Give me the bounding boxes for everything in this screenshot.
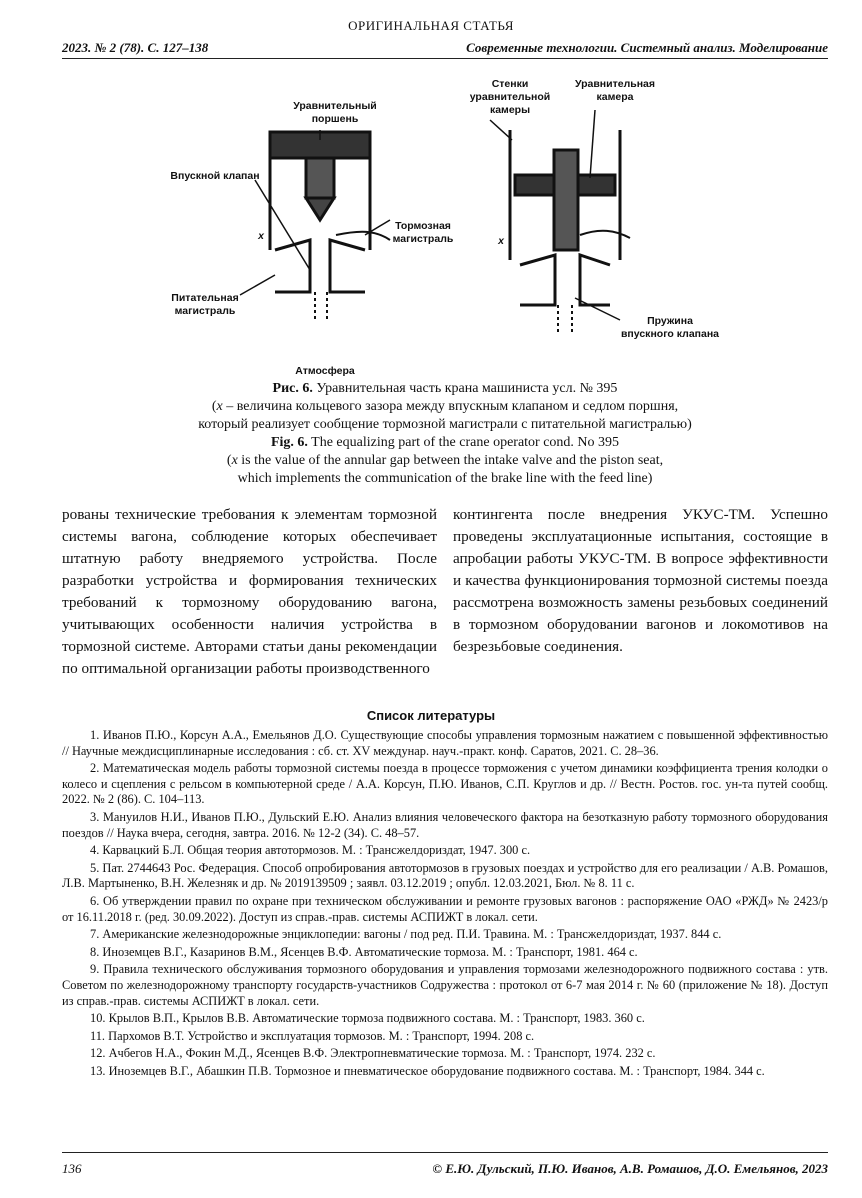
air-flow-arrow-left <box>336 232 390 240</box>
air-flow-arrow-right <box>580 231 630 238</box>
reference-item: 5. Пат. 2744643 Рос. Федерация. Способ опробирования автотормозов в грузовых поездах и устройство для его реализации / А.В. Ромашов, Л.В. Мартыненко, В.Н. Железняк и др. № 2019139509 ; заявл. 03.12.2019 ; опубл. 12.03.2021, Бюл. № 8. 11 с. <box>62 860 828 891</box>
reference-item: 12. Ачбегов Н.А., Фокин М.Д., Ясенцев В.Ф. Электропневматические тормоза. М. : Транспорт, 1974. 232 с. <box>90 1046 656 1061</box>
journal-title: Современные технологии. Системный анализ. Моделирование <box>466 40 828 55</box>
piston-rod-right <box>554 150 578 250</box>
seat-right-b <box>580 255 610 305</box>
copyright: © Е.Ю. Дульский, П.Ю. Иванов, А.В. Ромашов, Д.О. Емельянов, 2023 <box>432 1161 828 1176</box>
references-title: Список литературы <box>366 708 496 723</box>
label-x-left: x <box>258 230 264 242</box>
label-intake-valve: Впускной клапан <box>170 170 260 182</box>
label-piston: Уравнительный поршень <box>293 100 377 125</box>
reference-item: 7. Американские железнодорожные энциклопедии: вагоны / под ред. П.И. Травина. М. : Трансжелдориздат, 1937. 844 с. <box>90 927 722 942</box>
journal-issue: 2023. № 2 (78). С. 127–138 <box>62 40 209 55</box>
label-atmosphere: Атмосфера <box>295 365 355 377</box>
references-list <box>62 728 828 1081</box>
caption-ru-title: Уравнительная часть крана машиниста усл. № 395 <box>316 381 618 396</box>
valve-cone-left <box>306 198 334 220</box>
reference-item: 6. Об утверждении правил по охране при техническом обслуживании и ремонте грузовых вагонов : распоряжение ОАО «РЖД» № 2423/р от 16.11.2018 г. (ред. 30.09.2022). Доступ из справ.-прав. системы АСПИЖТ в локал. сети. <box>62 893 828 924</box>
seat-right-a <box>330 240 365 292</box>
piston-rod-left <box>306 158 334 198</box>
figure-equalizing-part <box>160 70 720 380</box>
label-chamber: Уравнительная камера <box>574 78 656 103</box>
label-feed-line: Питательная магистраль <box>171 292 239 317</box>
caption-en-title: The equalizing part of the crane operator cond. No 395 <box>311 435 620 450</box>
reference-item: 1. Иванов П.Ю., Корсун А.А., Емельянов Д.О. Существующие способы управления тормозным нажатием с повышенной эффективностью // Научные междисциплинарные исследования : сб. ст. XV междунар. науч.-практ. конф. Саратов, 2021. С. 28–36. <box>62 728 828 758</box>
reference-item: 2. Математическая модель работы тормозной системы поезда в процессе торможения с учетом динамики коэффициента трения колодки о колесо и сцепления с рельсом в компьютерной среде / А.А. Корсун, П.Ю. Иванов, С.П. Круглов и др. // Вестн. Ростов. гос. ун-та путей сообщ. 2022. № 2 (86). С. 104–113. <box>62 761 828 807</box>
running-header <box>62 40 828 59</box>
label-spring: Пружина впускного клапана <box>620 315 720 340</box>
reference-item: 11. Пархомов В.Т. Устройство и эксплуатация тормозов. М. : Транспорт, 1994. 208 с. <box>90 1028 535 1043</box>
caption-en-note-2: which implements the communication of the brake line with the feed line) <box>237 471 653 486</box>
label-x-right: x <box>498 235 504 247</box>
page-number: 136 <box>62 1161 82 1176</box>
seat-left-a <box>275 240 310 292</box>
reference-item: 10. Крылов В.П., Крылов В.В. Автоматические тормоза подвижного состава. М. : Транспорт, 1983. 360 с. <box>90 1011 645 1026</box>
caption-ru-label: Рис. 6. <box>272 381 313 396</box>
page-footer <box>62 1152 828 1181</box>
section-label: ОРИГИНАЛЬНАЯ СТАТЬЯ <box>348 18 514 33</box>
reference-item: 8. Иноземцев В.Г., Казаринов В.М., Ясенцев В.Ф. Автоматические тормоза. М. : Транспорт, 1981. 464 с. <box>90 944 638 959</box>
caption-en-x: x <box>231 453 238 468</box>
reference-item: 4. Карвацкий Б.Л. Общая теория автотормозов. М. : Трансжелдориздат, 1947. 300 с. <box>90 843 531 858</box>
caption-en-label: Fig. 6. <box>270 435 308 450</box>
label-brake-line: Тормозная магистраль <box>392 220 454 245</box>
reference-item: 9. Правила технического обслуживания тормозного оборудования и управления тормозами железнодорожного подвижного состава : утв. Советом по железнодорожному транспорту государств-участников Содружества : протокол от 6-7 мая 2014 г. № 60 (приложение № 18). Доступ из справ.-прав. системы АСПИЖТ в локал. сети. <box>62 962 828 1008</box>
caption-ru-note-2: который реализует сообщение тормозной магистрали с питательной магистралью) <box>198 417 692 432</box>
label-chamber-walls: Стенки уравнительной камеры <box>469 78 551 116</box>
caption-ru-x: x <box>216 399 223 414</box>
body-column-left: рованы технические требования к элементам тормозной системы вагона, соблюдение которых обеспечивает штатную работу внедряемого устройства. После разработки устройства и формирования технических требований к тормозному оборудованию вагона, учитывающих особенности наличия устройства в тормозной системе. Авторами статьи даны рекомендации по оптимальной организации работы производственного <box>62 506 437 677</box>
seat-left-b <box>520 255 555 305</box>
caption-en-note-1: is the value of the annular gap between the intake valve and the piston seat, <box>237 453 664 468</box>
figure-caption: Рис. 6. Уравнительная часть крана машиниста усл. № 395 (x – величина кольцевого зазора между впускным клапаном и седлом поршня, который реализует сообщение тормозной магистрали с питательной магистралью) Fig. 6. The equalizing part of the crane operator cond. No 395 (x is the value of the annular gap between the intake valve and the piston seat, which implements the communication of the brake line with the feed line) <box>198 381 692 486</box>
reference-item: 13. Иноземцев В.Г., Абашкин П.В. Тормозное и пневматическое оборудование подвижного состава. М. : Транспорт, 1984. 344 с. <box>90 1063 765 1078</box>
reference-item: 3. Мануилов Н.И., Иванов П.Ю., Дульский Е.Ю. Анализ влияния человеческого фактора на безотказную работу тормозного оборудования поездов // Наука вчера, сегодня, завтра. 2016. № 12-2 (34). С. 48–57. <box>62 809 828 840</box>
caption-ru-note-1: – величина кольцевого зазора между впускным клапаном и седлом поршня, <box>222 399 679 414</box>
body-column-right: контингента после внедрения УКУС-ТМ. Успешно проведены эксплуатационные испытания, состоящие в апробации работы УКУС-ТМ. В вопросе эффективности и качества функционирования тормозной системы поезда рассмотрена возможность замены резьбовых соединений в тормозном оборудовании вагонов и локомотивов на безрезьбовые соединения. <box>453 506 828 655</box>
